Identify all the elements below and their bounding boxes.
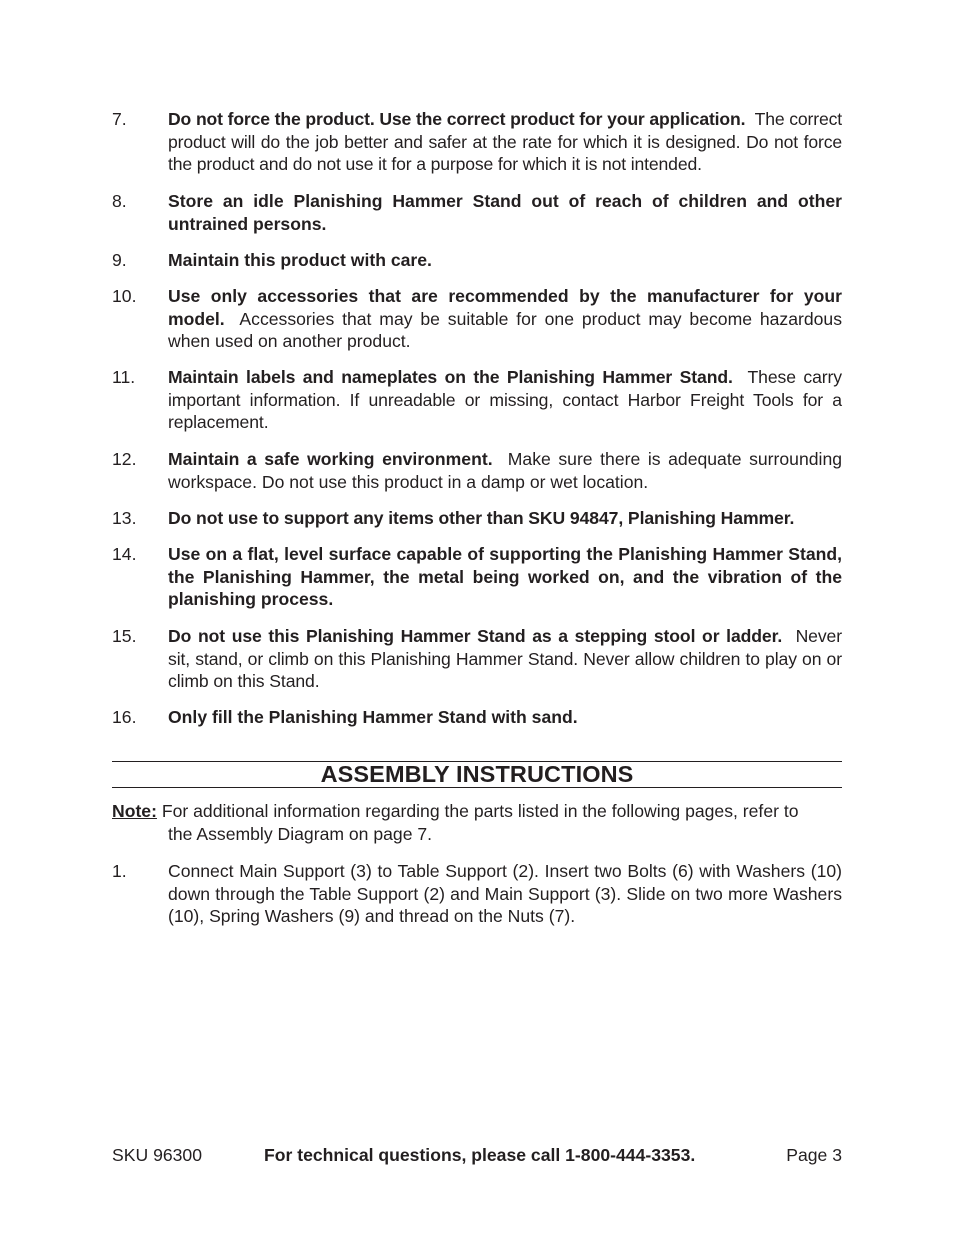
section-rule-bottom (112, 787, 842, 788)
item-number: 10. (112, 286, 137, 306)
item-number: 8. (112, 191, 127, 211)
item-text: The correct product will do the job better and safer at the rate for which it is designed. Do not force the product and do not use it for a purpose for which it is not intended. (168, 109, 842, 174)
item-bold-text: Use only accessories that are recommended by the manufacturer for your model. (168, 286, 842, 329)
item-body (168, 190, 842, 235)
page-footer (112, 1144, 842, 1168)
item-body (168, 108, 842, 176)
item-number: 9. (112, 250, 127, 270)
footer-tech-support: For technical questions, please call 1-800-444-3353. (264, 1145, 696, 1165)
item-number: 7. (112, 109, 127, 129)
safety-item-9 (112, 249, 842, 272)
item-number: 13. (112, 508, 137, 528)
step-text: Connect Main Support (3) to Table Support (2). Insert two Bolts (6) with Washers (10) down through the Table Support (2) and Main Support (3). Slide on two more Washers (10), Spring Washers (9) and thread on the Nuts (7). (168, 861, 842, 926)
item-text: These carry important information. If unreadable or missing, contact Harbor Freight Tools for a replacement. (168, 367, 842, 432)
safety-item-16 (112, 706, 842, 729)
safety-item-12 (112, 448, 842, 493)
step-number: 1. (112, 861, 127, 881)
item-number: 14. (112, 544, 137, 564)
item-text: Make sure there is adequate surrounding workspace. Do not use this product in a damp or wet location. (168, 449, 843, 492)
item-number: 12. (112, 449, 137, 469)
item-body (168, 366, 842, 434)
note-label: Note: (112, 801, 157, 821)
item-body (168, 249, 842, 272)
item-bold-text: Do not use this Planishing Hammer Stand as a stepping stool or ladder. (168, 626, 783, 646)
note-text: For additional information regarding the parts listed in the following pages, refer to (161, 801, 799, 821)
safety-item-13 (112, 507, 842, 530)
footer-page-number: Page 3 (786, 1145, 842, 1165)
item-bold-text: Use on a flat, level surface capable of supporting the Planishing Hammer Stand, the Planishing Hammer, the metal being worked on, and the vibration of the planishing process. (168, 544, 842, 609)
note-line (112, 800, 842, 823)
footer-sku: SKU 96300 (112, 1145, 202, 1165)
item-bold-text: Maintain a safe working environment. (168, 449, 493, 469)
safety-item-8 (112, 190, 842, 235)
item-bold-text: Store an idle Planishing Hammer Stand out of reach of children and other untrained persons. (168, 191, 842, 234)
item-bold-text: Only fill the Planishing Hammer Stand with sand. (168, 707, 578, 727)
safety-item-14 (112, 543, 842, 611)
note-line: the Assembly Diagram on page 7. (168, 823, 433, 844)
safety-item-7 (112, 108, 842, 176)
item-number: 15. (112, 626, 137, 646)
item-bold-text: Maintain this product with care. (168, 250, 432, 270)
assembly-note (112, 800, 842, 845)
safety-item-10 (112, 285, 842, 353)
safety-item-15 (112, 625, 842, 693)
item-number: 16. (112, 707, 137, 727)
assembly-step-1 (112, 860, 842, 928)
item-body (168, 448, 842, 493)
safety-item-11 (112, 366, 842, 434)
item-text: Never sit, stand, or climb on this Planishing Hammer Stand. Never allow children to play on or climb on this Stand. (168, 626, 842, 691)
item-body (168, 625, 842, 693)
item-body (168, 507, 842, 530)
item-body (168, 543, 842, 611)
item-body (168, 285, 842, 353)
section-title: ASSEMBLY INSTRUCTIONS (320, 761, 634, 787)
item-number: 11. (112, 367, 136, 387)
item-bold-text: Do not force the product. Use the correct product for your application. (168, 109, 746, 129)
item-bold-text: Do not use to support any items other than SKU 94847, Planishing Hammer. (168, 508, 795, 528)
item-text: Accessories that may be suitable for one product may become hazardous when used on another product. (168, 308, 843, 351)
item-bold-text: Maintain labels and nameplates on the Planishing Hammer Stand. (168, 367, 733, 387)
item-body (168, 706, 842, 729)
